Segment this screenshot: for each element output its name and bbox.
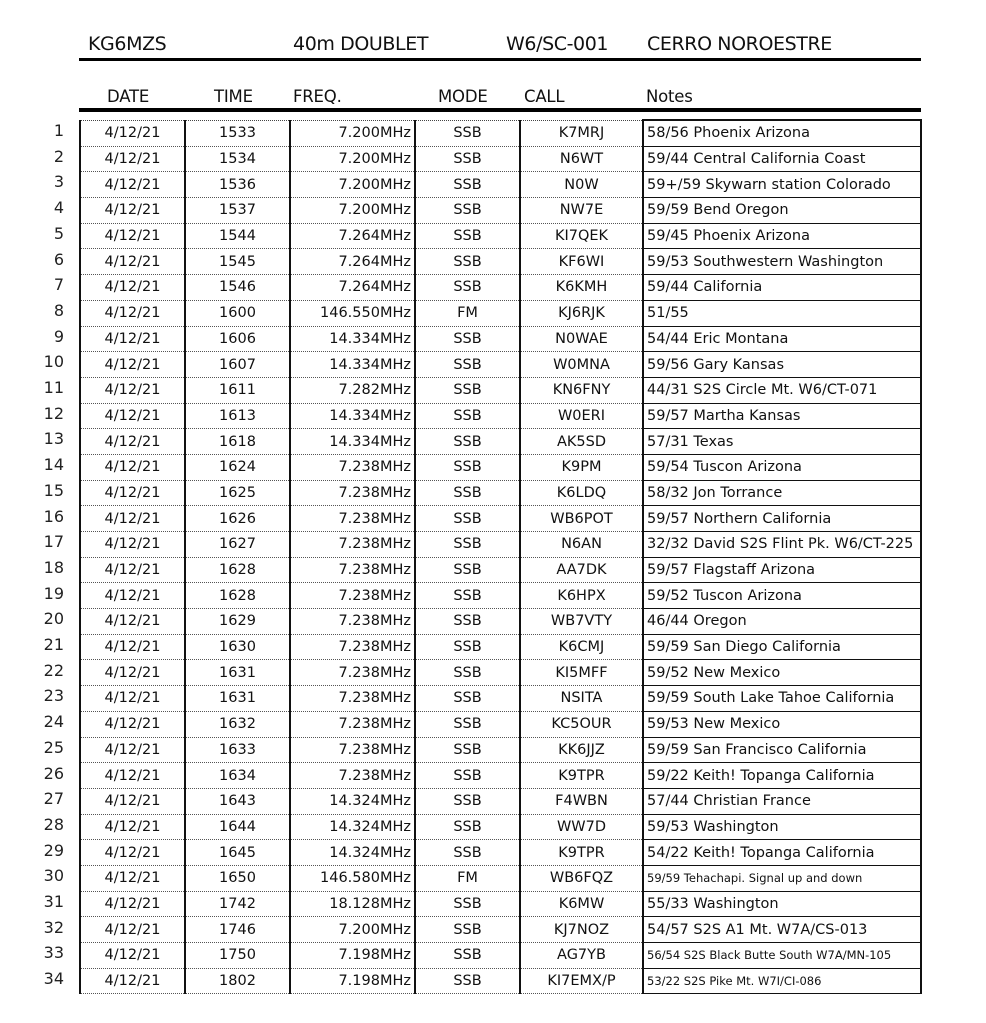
cell-notes: 59/59 Tehachapi. Signal up and down	[643, 865, 921, 891]
cell-mode: SSB	[415, 814, 520, 840]
table-row	[80, 968, 921, 994]
table-row	[80, 609, 921, 635]
cell-callsign: K9TPR	[520, 763, 643, 789]
cell-time: 1534	[185, 146, 290, 172]
cell-date: 4/12/21	[80, 198, 185, 224]
cell-time: 1613	[185, 403, 290, 429]
cell-date: 4/12/21	[80, 968, 185, 994]
cell-date: 4/12/21	[80, 275, 185, 301]
cell-callsign: K6LDQ	[520, 480, 643, 506]
column-header-time: TIME	[214, 87, 253, 106]
row-number: 33	[43, 943, 64, 963]
cell-mode: SSB	[415, 557, 520, 583]
cell-notes: 54/57 S2S A1 Mt. W7A/CS-013	[643, 917, 921, 943]
cell-date: 4/12/21	[80, 120, 185, 146]
cell-callsign: WB6FQZ	[520, 865, 643, 891]
cell-date: 4/12/21	[80, 891, 185, 917]
table-row	[80, 686, 921, 712]
table-row	[80, 711, 921, 737]
row-number: 19	[43, 583, 64, 603]
cell-date: 4/12/21	[80, 583, 185, 609]
cell-mode: SSB	[415, 198, 520, 224]
cell-notes: 59/59 Bend Oregon	[643, 198, 921, 224]
cell-callsign: WB7VTY	[520, 609, 643, 635]
cell-frequency: 7.238MHz	[290, 634, 415, 660]
table-row	[80, 429, 921, 455]
cell-mode: SSB	[415, 275, 520, 301]
cell-notes: 59/57 Northern California	[643, 506, 921, 532]
cell-date: 4/12/21	[80, 943, 185, 969]
cell-time: 1628	[185, 557, 290, 583]
table-row	[80, 326, 921, 352]
cell-mode: SSB	[415, 506, 520, 532]
cell-mode: SSB	[415, 609, 520, 635]
row-number: 11	[43, 378, 64, 397]
table-row	[80, 737, 921, 763]
cell-notes: 59+/59 Skywarn station Colorado	[643, 172, 921, 198]
row-number: 10	[43, 352, 64, 372]
cell-time: 1643	[185, 788, 290, 814]
row-number: 32	[43, 917, 64, 937]
table-row	[80, 198, 921, 224]
header-rule	[79, 58, 921, 61]
cell-notes: 44/31 S2S Circle Mt. W6/CT-071	[643, 377, 921, 403]
cell-time: 1545	[185, 249, 290, 275]
cell-time: 1618	[185, 429, 290, 455]
row-number: 4	[53, 198, 64, 218]
table-row	[80, 223, 921, 249]
cell-time: 1631	[185, 660, 290, 686]
cell-mode: SSB	[415, 634, 520, 660]
cell-date: 4/12/21	[80, 146, 185, 172]
cell-date: 4/12/21	[80, 788, 185, 814]
cell-time: 1644	[185, 814, 290, 840]
cell-frequency: 14.334MHz	[290, 403, 415, 429]
cell-frequency: 146.550MHz	[290, 300, 415, 326]
cell-notes: 54/22 Keith! Topanga California	[643, 840, 921, 866]
table-row	[80, 814, 921, 840]
row-number: 9	[53, 326, 64, 346]
cell-frequency: 7.264MHz	[290, 223, 415, 249]
row-number: 3	[53, 172, 64, 192]
cell-frequency: 7.200MHz	[290, 172, 415, 198]
cell-mode: SSB	[415, 788, 520, 814]
cell-notes: 58/56 Phoenix Arizona	[643, 120, 921, 146]
table-row	[80, 943, 921, 969]
cell-time: 1632	[185, 711, 290, 737]
column-header-rule	[79, 108, 921, 112]
cell-time: 1546	[185, 275, 290, 301]
cell-mode: SSB	[415, 891, 520, 917]
cell-mode: SSB	[415, 840, 520, 866]
cell-mode: SSB	[415, 763, 520, 789]
cell-callsign: KC5OUR	[520, 711, 643, 737]
cell-notes: 54/44 Eric Montana	[643, 326, 921, 352]
table-row	[80, 634, 921, 660]
cell-mode: SSB	[415, 583, 520, 609]
cell-callsign: N6WT	[520, 146, 643, 172]
cell-callsign: K6CMJ	[520, 634, 643, 660]
cell-notes: 59/53 New Mexico	[643, 711, 921, 737]
cell-time: 1606	[185, 326, 290, 352]
cell-notes: 55/33 Washington	[643, 891, 921, 917]
cell-frequency: 7.238MHz	[290, 454, 415, 480]
cell-date: 4/12/21	[80, 249, 185, 275]
cell-frequency: 7.200MHz	[290, 120, 415, 146]
cell-notes: 58/32 Jon Torrance	[643, 480, 921, 506]
cell-mode: SSB	[415, 532, 520, 558]
cell-date: 4/12/21	[80, 840, 185, 866]
cell-time: 1624	[185, 454, 290, 480]
cell-callsign: K6MW	[520, 891, 643, 917]
cell-time: 1629	[185, 609, 290, 635]
column-header-notes: Notes	[646, 87, 693, 106]
cell-frequency: 7.238MHz	[290, 737, 415, 763]
cell-time: 1631	[185, 686, 290, 712]
cell-date: 4/12/21	[80, 557, 185, 583]
cell-frequency: 18.128MHz	[290, 891, 415, 917]
cell-time: 1628	[185, 583, 290, 609]
cell-callsign: W0MNA	[520, 352, 643, 378]
cell-notes: 59/45 Phoenix Arizona	[643, 223, 921, 249]
table-row	[80, 865, 921, 891]
cell-date: 4/12/21	[80, 352, 185, 378]
cell-time: 1600	[185, 300, 290, 326]
cell-mode: FM	[415, 865, 520, 891]
row-number: 7	[53, 275, 64, 295]
cell-frequency: 7.238MHz	[290, 557, 415, 583]
cell-mode: SSB	[415, 660, 520, 686]
table-row	[80, 917, 921, 943]
cell-notes: 59/53 Southwestern Washington	[643, 249, 921, 275]
qso-log-table	[79, 119, 922, 994]
cell-notes: 59/57 Flagstaff Arizona	[643, 557, 921, 583]
row-number: 25	[43, 737, 64, 757]
cell-frequency: 146.580MHz	[290, 865, 415, 891]
cell-time: 1537	[185, 198, 290, 224]
cell-mode: SSB	[415, 943, 520, 969]
column-header-date: DATE	[107, 87, 150, 106]
table-row	[80, 660, 921, 686]
cell-frequency: 7.282MHz	[290, 377, 415, 403]
cell-date: 4/12/21	[80, 609, 185, 635]
cell-date: 4/12/21	[80, 480, 185, 506]
cell-time: 1750	[185, 943, 290, 969]
cell-date: 4/12/21	[80, 917, 185, 943]
cell-date: 4/12/21	[80, 172, 185, 198]
cell-callsign: AG7YB	[520, 943, 643, 969]
cell-callsign: K6KMH	[520, 275, 643, 301]
table-row	[80, 583, 921, 609]
cell-date: 4/12/21	[80, 377, 185, 403]
cell-frequency: 7.238MHz	[290, 660, 415, 686]
cell-date: 4/12/21	[80, 660, 185, 686]
cell-notes: 59/59 San Francisco California	[643, 737, 921, 763]
column-header-freq: FREQ.	[293, 87, 342, 106]
cell-frequency: 7.200MHz	[290, 917, 415, 943]
row-number: 15	[43, 480, 64, 500]
cell-notes: 59/44 Central California Coast	[643, 146, 921, 172]
row-number: 16	[43, 506, 64, 526]
table-row	[80, 480, 921, 506]
table-row	[80, 377, 921, 403]
cell-callsign: K6HPX	[520, 583, 643, 609]
row-number: 29	[43, 840, 64, 860]
cell-notes: 56/54 S2S Black Butte South W7A/MN-105	[643, 943, 921, 969]
row-number: 18	[43, 557, 64, 577]
table-row	[80, 120, 921, 146]
cell-frequency: 7.238MHz	[290, 711, 415, 737]
cell-mode: SSB	[415, 429, 520, 455]
cell-mode: SSB	[415, 454, 520, 480]
table-row	[80, 532, 921, 558]
cell-mode: SSB	[415, 711, 520, 737]
cell-frequency: 14.334MHz	[290, 352, 415, 378]
cell-date: 4/12/21	[80, 403, 185, 429]
cell-date: 4/12/21	[80, 429, 185, 455]
cell-mode: SSB	[415, 326, 520, 352]
antenna-label: 40m DOUBLET	[293, 33, 429, 55]
table-row	[80, 763, 921, 789]
cell-time: 1607	[185, 352, 290, 378]
cell-notes: 59/59 South Lake Tahoe California	[643, 686, 921, 712]
row-number: 24	[43, 712, 64, 732]
row-number: 13	[43, 429, 64, 449]
cell-mode: SSB	[415, 403, 520, 429]
cell-frequency: 14.334MHz	[290, 429, 415, 455]
row-number: 8	[53, 300, 64, 320]
cell-date: 4/12/21	[80, 814, 185, 840]
cell-callsign: N6AN	[520, 532, 643, 558]
cell-callsign: N0W	[520, 172, 643, 198]
cell-time: 1802	[185, 968, 290, 994]
cell-frequency: 7.238MHz	[290, 480, 415, 506]
cell-callsign: KI7QEK	[520, 223, 643, 249]
row-number: 28	[43, 814, 64, 834]
cell-mode: SSB	[415, 146, 520, 172]
row-number: 21	[43, 635, 64, 654]
cell-time: 1626	[185, 506, 290, 532]
cell-mode: SSB	[415, 480, 520, 506]
table-row	[80, 557, 921, 583]
operator-callsign: KG6MZS	[88, 33, 167, 55]
cell-frequency: 7.238MHz	[290, 532, 415, 558]
row-number: 34	[43, 969, 64, 989]
cell-callsign: KN6FNY	[520, 377, 643, 403]
cell-frequency: 14.324MHz	[290, 814, 415, 840]
cell-date: 4/12/21	[80, 223, 185, 249]
cell-frequency: 7.200MHz	[290, 146, 415, 172]
table-row	[80, 172, 921, 198]
cell-mode: SSB	[415, 686, 520, 712]
cell-frequency: 7.238MHz	[290, 609, 415, 635]
summit-reference: W6/SC-001	[506, 33, 609, 55]
cell-notes: 57/44 Christian France	[643, 788, 921, 814]
row-number: 5	[53, 223, 64, 243]
cell-callsign: KJ6RJK	[520, 300, 643, 326]
cell-date: 4/12/21	[80, 865, 185, 891]
cell-callsign: AK5SD	[520, 429, 643, 455]
cell-notes: 59/52 New Mexico	[643, 660, 921, 686]
cell-time: 1746	[185, 917, 290, 943]
cell-time: 1742	[185, 891, 290, 917]
cell-notes: 59/53 Washington	[643, 814, 921, 840]
cell-notes: 53/22 S2S Pike Mt. W7I/CI-086	[643, 968, 921, 994]
cell-mode: SSB	[415, 917, 520, 943]
cell-date: 4/12/21	[80, 506, 185, 532]
cell-mode: SSB	[415, 172, 520, 198]
table-row	[80, 352, 921, 378]
cell-time: 1536	[185, 172, 290, 198]
cell-date: 4/12/21	[80, 532, 185, 558]
cell-callsign: AA7DK	[520, 557, 643, 583]
cell-date: 4/12/21	[80, 300, 185, 326]
cell-notes: 51/55	[643, 300, 921, 326]
cell-date: 4/12/21	[80, 737, 185, 763]
cell-time: 1627	[185, 532, 290, 558]
cell-time: 1634	[185, 763, 290, 789]
table-row	[80, 249, 921, 275]
row-number: 26	[43, 763, 64, 783]
row-number: 20	[43, 609, 64, 629]
cell-notes: 59/44 California	[643, 275, 921, 301]
row-number: 14	[43, 455, 64, 475]
cell-frequency: 7.198MHz	[290, 968, 415, 994]
cell-callsign: K9TPR	[520, 840, 643, 866]
cell-frequency: 7.238MHz	[290, 686, 415, 712]
cell-notes: 59/56 Gary Kansas	[643, 352, 921, 378]
cell-notes: 32/32 David S2S Flint Pk. W6/CT-225	[643, 532, 921, 558]
row-number: 22	[43, 660, 64, 680]
cell-callsign: KI7EMX/P	[520, 968, 643, 994]
table-row	[80, 454, 921, 480]
table-row	[80, 300, 921, 326]
row-number: 12	[43, 403, 64, 423]
cell-time: 1645	[185, 840, 290, 866]
cell-time: 1611	[185, 377, 290, 403]
cell-notes: 59/54 Tuscon Arizona	[643, 454, 921, 480]
cell-callsign: F4WBN	[520, 788, 643, 814]
cell-callsign: K7MRJ	[520, 120, 643, 146]
table-row	[80, 275, 921, 301]
column-header-call: CALL	[524, 87, 565, 106]
cell-mode: SSB	[415, 737, 520, 763]
cell-frequency: 7.198MHz	[290, 943, 415, 969]
cell-date: 4/12/21	[80, 634, 185, 660]
cell-date: 4/12/21	[80, 763, 185, 789]
cell-callsign: NW7E	[520, 198, 643, 224]
table-row	[80, 506, 921, 532]
summit-name: CERRO NOROESTRE	[647, 33, 832, 55]
cell-callsign: N0WAE	[520, 326, 643, 352]
cell-frequency: 7.264MHz	[290, 275, 415, 301]
cell-date: 4/12/21	[80, 326, 185, 352]
cell-frequency: 14.324MHz	[290, 840, 415, 866]
cell-frequency: 7.238MHz	[290, 763, 415, 789]
row-number: 1	[53, 121, 64, 140]
cell-mode: SSB	[415, 249, 520, 275]
row-number: 31	[43, 892, 64, 911]
row-number: 23	[43, 686, 64, 706]
cell-frequency: 7.238MHz	[290, 506, 415, 532]
cell-time: 1633	[185, 737, 290, 763]
cell-time: 1630	[185, 634, 290, 660]
cell-callsign: KJ7NOZ	[520, 917, 643, 943]
cell-frequency: 7.200MHz	[290, 198, 415, 224]
cell-mode: FM	[415, 300, 520, 326]
row-number: 2	[53, 146, 64, 166]
cell-frequency: 14.324MHz	[290, 788, 415, 814]
cell-mode: SSB	[415, 120, 520, 146]
cell-frequency: 7.264MHz	[290, 249, 415, 275]
cell-mode: SSB	[415, 968, 520, 994]
table-row	[80, 891, 921, 917]
column-header-mode: MODE	[438, 87, 488, 106]
table-row	[80, 788, 921, 814]
cell-callsign: KI5MFF	[520, 660, 643, 686]
cell-callsign: KF6WI	[520, 249, 643, 275]
cell-callsign: K9PM	[520, 454, 643, 480]
row-number: 6	[53, 249, 64, 269]
cell-frequency: 14.334MHz	[290, 326, 415, 352]
cell-callsign: KK6JJZ	[520, 737, 643, 763]
cell-date: 4/12/21	[80, 711, 185, 737]
cell-callsign: WB6POT	[520, 506, 643, 532]
row-number: 27	[43, 789, 64, 809]
cell-callsign: W0ERI	[520, 403, 643, 429]
cell-notes: 59/57 Martha Kansas	[643, 403, 921, 429]
cell-mode: SSB	[415, 223, 520, 249]
cell-time: 1625	[185, 480, 290, 506]
cell-time: 1533	[185, 120, 290, 146]
table-row	[80, 840, 921, 866]
cell-mode: SSB	[415, 377, 520, 403]
cell-mode: SSB	[415, 352, 520, 378]
row-number: 17	[43, 532, 64, 552]
cell-time: 1544	[185, 223, 290, 249]
cell-notes: 59/52 Tuscon Arizona	[643, 583, 921, 609]
cell-notes: 59/22 Keith! Topanga California	[643, 763, 921, 789]
cell-callsign: NSITA	[520, 686, 643, 712]
cell-notes: 57/31 Texas	[643, 429, 921, 455]
cell-notes: 46/44 Oregon	[643, 609, 921, 635]
cell-callsign: WW7D	[520, 814, 643, 840]
table-row	[80, 146, 921, 172]
cell-date: 4/12/21	[80, 454, 185, 480]
cell-notes: 59/59 San Diego California	[643, 634, 921, 660]
table-row	[80, 403, 921, 429]
cell-frequency: 7.238MHz	[290, 583, 415, 609]
row-number: 30	[43, 866, 64, 886]
cell-time: 1650	[185, 865, 290, 891]
cell-date: 4/12/21	[80, 686, 185, 712]
